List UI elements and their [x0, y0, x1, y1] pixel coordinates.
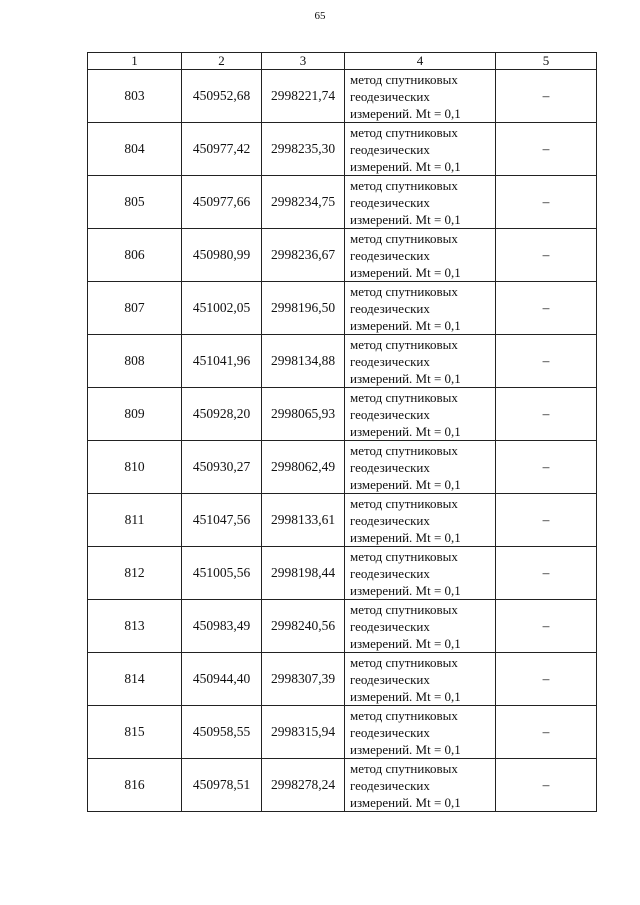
method-cell [345, 123, 496, 176]
note-cell: – [496, 441, 597, 494]
table-row [88, 229, 597, 282]
point-number-cell: 812 [88, 547, 182, 600]
x-coordinate-cell: 450983,49 [182, 600, 262, 653]
method-cell [345, 176, 496, 229]
y-coordinate-cell: 2998234,75 [262, 176, 345, 229]
x-coordinate-cell: 450977,66 [182, 176, 262, 229]
method-cell [345, 547, 496, 600]
note-cell: – [496, 282, 597, 335]
method-line: геодезических [350, 353, 430, 369]
table-row [88, 335, 597, 388]
method-line: измерений. Mt = 0,1 [350, 423, 461, 439]
method-line: метод спутниковых [350, 495, 458, 511]
x-coordinate-cell: 451005,56 [182, 547, 262, 600]
x-coordinate-cell: 450978,51 [182, 759, 262, 812]
method-line: измерений. Mt = 0,1 [350, 476, 461, 492]
method-line: метод спутниковых [350, 548, 458, 564]
table-row [88, 547, 597, 600]
table-row [88, 759, 597, 812]
y-coordinate-cell: 2998236,67 [262, 229, 345, 282]
method-line: метод спутниковых [350, 442, 458, 458]
x-coordinate-cell: 450928,20 [182, 388, 262, 441]
note-cell: – [496, 600, 597, 653]
note-cell: – [496, 653, 597, 706]
method-line: геодезических [350, 512, 430, 528]
method-line: геодезических [350, 671, 430, 687]
method-line: метод спутниковых [350, 71, 458, 87]
page-number: 65 [314, 10, 326, 22]
column-header-4: 4 [345, 53, 496, 70]
method-line: метод спутниковых [350, 230, 458, 246]
note-cell: – [496, 229, 597, 282]
method-cell [345, 388, 496, 441]
table-row [88, 176, 597, 229]
x-coordinate-cell: 450930,27 [182, 441, 262, 494]
x-coordinate-cell: 450958,55 [182, 706, 262, 759]
x-coordinate-cell: 450980,99 [182, 229, 262, 282]
method-line: измерений. Mt = 0,1 [350, 211, 461, 227]
note-cell: – [496, 70, 597, 123]
method-line: метод спутниковых [350, 177, 458, 193]
method-cell [345, 494, 496, 547]
table-row [88, 653, 597, 706]
point-number-cell: 806 [88, 229, 182, 282]
y-coordinate-cell: 2998133,61 [262, 494, 345, 547]
note-cell: – [496, 176, 597, 229]
point-number-cell: 811 [88, 494, 182, 547]
method-cell [345, 759, 496, 812]
y-coordinate-cell: 2998235,30 [262, 123, 345, 176]
method-line: геодезических [350, 141, 430, 157]
column-header-1: 1 [88, 53, 182, 70]
x-coordinate-cell: 451041,96 [182, 335, 262, 388]
table-body [88, 70, 597, 812]
method-cell [345, 229, 496, 282]
table-row [88, 600, 597, 653]
table-row [88, 494, 597, 547]
method-cell [345, 335, 496, 388]
method-cell [345, 653, 496, 706]
column-header-5: 5 [496, 53, 597, 70]
x-coordinate-cell: 451002,05 [182, 282, 262, 335]
table-row [88, 70, 597, 123]
method-line: метод спутниковых [350, 389, 458, 405]
method-cell [345, 706, 496, 759]
method-line: геодезических [350, 194, 430, 210]
method-line: геодезических [350, 247, 430, 263]
note-cell: – [496, 335, 597, 388]
point-number-cell: 804 [88, 123, 182, 176]
y-coordinate-cell: 2998315,94 [262, 706, 345, 759]
note-cell: – [496, 494, 597, 547]
point-number-cell: 815 [88, 706, 182, 759]
point-number-cell: 808 [88, 335, 182, 388]
method-line: геодезических [350, 88, 430, 104]
method-line: измерений. Mt = 0,1 [350, 741, 461, 757]
method-line: измерений. Mt = 0,1 [350, 688, 461, 704]
x-coordinate-cell: 450977,42 [182, 123, 262, 176]
method-line: измерений. Mt = 0,1 [350, 370, 461, 386]
point-number-cell: 814 [88, 653, 182, 706]
method-line: измерений. Mt = 0,1 [350, 635, 461, 651]
point-number-cell: 803 [88, 70, 182, 123]
point-number-cell: 813 [88, 600, 182, 653]
y-coordinate-cell: 2998065,93 [262, 388, 345, 441]
table-row [88, 388, 597, 441]
method-line: измерений. Mt = 0,1 [350, 158, 461, 174]
table-row [88, 282, 597, 335]
method-cell [345, 600, 496, 653]
method-line: геодезических [350, 300, 430, 316]
method-line: геодезических [350, 406, 430, 422]
method-cell [345, 441, 496, 494]
table-row [88, 123, 597, 176]
method-line: геодезических [350, 777, 430, 793]
method-line: метод спутниковых [350, 283, 458, 299]
method-line: измерений. Mt = 0,1 [350, 529, 461, 545]
y-coordinate-cell: 2998278,24 [262, 759, 345, 812]
method-line: метод спутниковых [350, 707, 458, 723]
column-header-2: 2 [182, 53, 262, 70]
method-line: метод спутниковых [350, 336, 458, 352]
note-cell: – [496, 706, 597, 759]
x-coordinate-cell: 450944,40 [182, 653, 262, 706]
method-line: измерений. Mt = 0,1 [350, 264, 461, 280]
method-line: геодезических [350, 565, 430, 581]
method-line: геодезических [350, 618, 430, 634]
point-number-cell: 810 [88, 441, 182, 494]
method-line: измерений. Mt = 0,1 [350, 105, 461, 121]
note-cell: – [496, 759, 597, 812]
method-line: метод спутниковых [350, 760, 458, 776]
method-cell [345, 282, 496, 335]
y-coordinate-cell: 2998221,74 [262, 70, 345, 123]
x-coordinate-cell: 451047,56 [182, 494, 262, 547]
y-coordinate-cell: 2998134,88 [262, 335, 345, 388]
method-cell [345, 70, 496, 123]
y-coordinate-cell: 2998240,56 [262, 600, 345, 653]
point-number-cell: 809 [88, 388, 182, 441]
y-coordinate-cell: 2998198,44 [262, 547, 345, 600]
header-row [88, 53, 597, 70]
method-line: метод спутниковых [350, 654, 458, 670]
y-coordinate-cell: 2998062,49 [262, 441, 345, 494]
table-row [88, 706, 597, 759]
method-line: геодезических [350, 459, 430, 475]
note-cell: – [496, 547, 597, 600]
method-line: измерений. Mt = 0,1 [350, 317, 461, 333]
column-header-3: 3 [262, 53, 345, 70]
note-cell: – [496, 388, 597, 441]
y-coordinate-cell: 2998307,39 [262, 653, 345, 706]
point-number-cell: 805 [88, 176, 182, 229]
point-number-cell: 816 [88, 759, 182, 812]
x-coordinate-cell: 450952,68 [182, 70, 262, 123]
coordinates-table [87, 52, 597, 812]
note-cell: – [496, 123, 597, 176]
method-line: геодезических [350, 724, 430, 740]
table-row [88, 441, 597, 494]
method-line: измерений. Mt = 0,1 [350, 794, 461, 810]
y-coordinate-cell: 2998196,50 [262, 282, 345, 335]
method-line: метод спутниковых [350, 601, 458, 617]
method-line: измерений. Mt = 0,1 [350, 582, 461, 598]
point-number-cell: 807 [88, 282, 182, 335]
method-line: метод спутниковых [350, 124, 458, 140]
